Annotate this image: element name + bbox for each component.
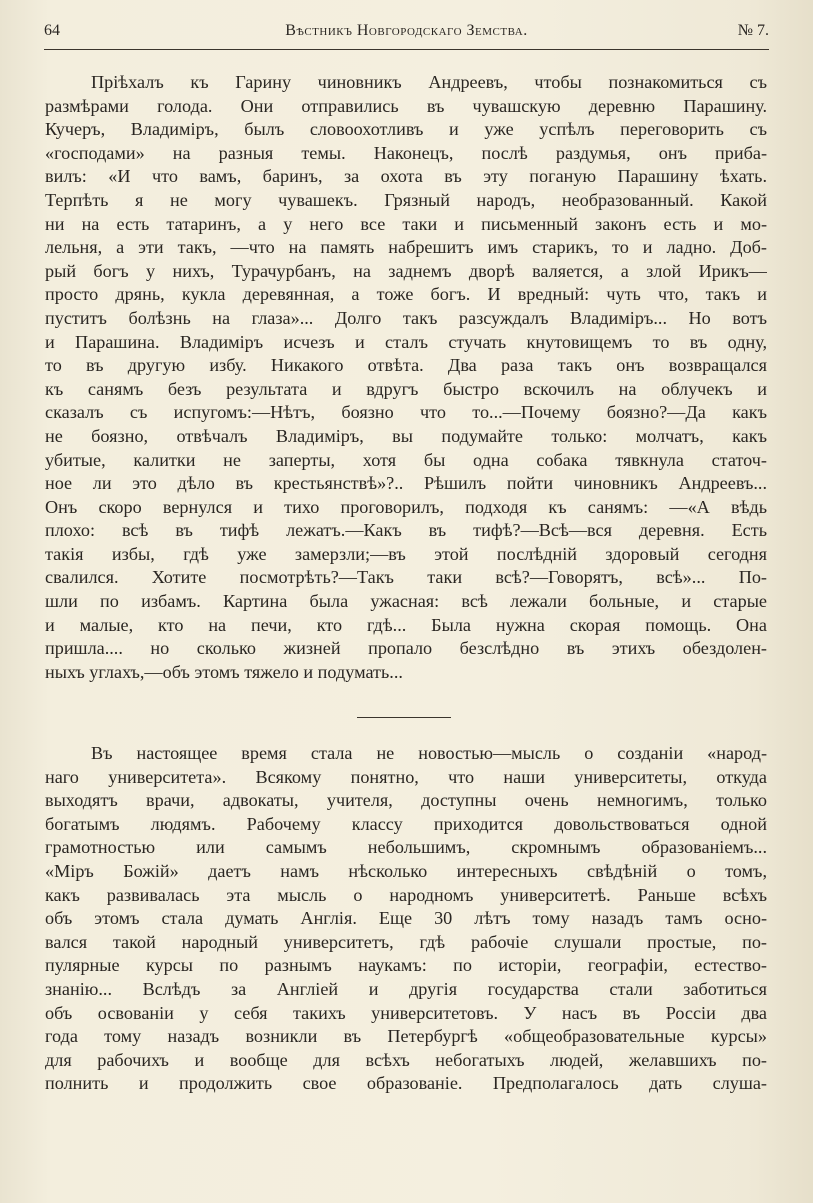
text-line: вилъ: «И что вамъ, баринъ, за охота въ эту поганую Парашину ѣхать.: [45, 166, 767, 187]
page-number: 64: [44, 22, 60, 39]
text-line: убитые, калитки не заперты, хотя бы одна собака тявкнула статоч-: [45, 449, 767, 470]
text-line: наго университета». Всякому понятно, что наши университеты, откуда: [45, 766, 767, 787]
text-line: Терпѣть я не могу чувашекъ. Грязный народъ, необразованный. Какой: [45, 189, 767, 210]
article-paragraph-1: [45, 71, 767, 684]
text-line: «господами» на разныя темы. Наконецъ, послѣ раздумья, онъ приба-: [45, 142, 767, 163]
text-line: и малые, кто на печи, кто гдѣ... Была нужна скорая помощь. Она: [45, 614, 767, 635]
text-line: грамотностью или самымъ небольшимъ, скромнымъ образованіемъ...: [45, 837, 767, 858]
text-line: Пріѣхалъ къ Гарину чиновникъ Андреевъ, чтобы познакомиться съ: [91, 72, 767, 92]
text-line: «Міръ Божій» даетъ намъ нѣсколько интересныхъ свѣдѣній о томъ,: [45, 860, 767, 881]
text-line: ное ли это дѣло въ крестьянствѣ»?.. Рѣшилъ пойти чиновникъ Андреевъ...: [45, 473, 767, 494]
text-line: пулярные курсы по разнымъ наукамъ: по исторіи, географіи, естество-: [45, 955, 767, 976]
text-line: не боязно, отвѣчалъ Владиміръ, вы подумайте только: молчатъ, какъ: [45, 425, 767, 446]
text-line: то въ другую избу. Никакого отвѣта. Два раза такъ онъ возвращался: [45, 355, 767, 376]
text-line: какъ развивалась эта мысль о народномъ университетѣ. Раньше всѣхъ: [45, 884, 767, 905]
issue-number: № 7.: [737, 22, 769, 39]
text-line: объ освованіи у себя такихъ университетовъ. У насъ въ Россіи два: [45, 1002, 767, 1023]
text-line: выходятъ врачи, адвокаты, учителя, доступны очень немногимъ, только: [45, 790, 767, 811]
text-line: рый богъ у нихъ, Турачурбанъ, на заднемъ дворѣ валяется, а злой Ирикъ—: [45, 260, 767, 281]
text-line: сказалъ съ испугомъ:—Нѣтъ, боязно что то...—Почему боязно?—Да какъ: [45, 402, 767, 423]
text-line: просто дрянь, кукла деревянная, а тоже богъ. И вредный: чуть что, такъ и: [45, 284, 767, 305]
text-line: такія избы, гдѣ уже замерзли;—въ этой послѣдній здоровый сегодня: [45, 543, 767, 564]
text-line: вался такой народный университетъ, гдѣ рабочіе слушали простые, по-: [45, 931, 767, 952]
text-line: объ этомъ стала думать Англія. Еще 30 лѣтъ тому назадъ тамъ осно-: [45, 908, 767, 929]
text-line: пуститъ болѣзнь на глаза»... Долго такъ разсуждалъ Владиміръ... Но вотъ: [45, 307, 767, 328]
text-line: года тому назадъ возникли въ Петербургѣ «общеобразовательные курсы»: [45, 1026, 767, 1047]
text-line: ни на есть татаринъ, а у него все таки и письменный законъ есть и мо-: [45, 213, 767, 234]
text-line: знанію... Вслѣдъ за Англіей и другія государства стали заботиться: [45, 978, 767, 999]
article-paragraph-2: [45, 742, 767, 1096]
text-line: богатымъ людямъ. Рабочему классу приходится довольствоваться одной: [45, 813, 767, 834]
section-divider: [357, 717, 451, 718]
text-line: свалился. Хотите посмотрѣть?—Такъ таки всѣ?—Говорятъ, всѣ»... По-: [45, 567, 767, 588]
text-line: Въ настоящее время стала не новостью—мысль о созданіи «народ-: [91, 743, 767, 763]
text-line: полнить и продолжить свое образованіе. Предполагалось дать слуша-: [45, 1073, 767, 1094]
text-line: шли по избамъ. Картина была ужасная: всѣ лежали больные, и старые: [45, 591, 767, 612]
text-line: къ санямъ безъ результата и вдругъ быстро вскочилъ на облучекъ и: [45, 378, 767, 399]
text-line: и Парашина. Владиміръ исчезъ и сталъ стучать кнутовищемъ то въ одну,: [45, 331, 767, 352]
page-header: [44, 22, 769, 46]
running-title: Вѣстникъ Новгородскаго Земства.: [285, 22, 528, 39]
text-line: Кучеръ, Владиміръ, былъ словоохотливъ и уже успѣлъ переговорить съ: [45, 119, 767, 140]
text-line: Онъ скоро вернулся и тихо проговорилъ, подходя къ санямъ: —«А вѣдь: [45, 496, 767, 517]
text-line: размѣрами голода. Они отправились въ чувашскую деревню Парашину.: [45, 95, 767, 116]
text-line: лельня, а эти такъ, —что на память набрешитъ имъ старикъ, то и ладно. Доб-: [45, 237, 767, 258]
header-rule: [44, 49, 769, 50]
text-line: ныхъ углахъ,—объ этомъ тяжело и подумать...: [45, 661, 403, 682]
text-line: пришла.... но сколько жизней пропало безслѣдно въ этихъ обездолен-: [45, 638, 767, 659]
text-line: для рабочихъ и вообще для всѣхъ небогатыхъ людей, желавшихъ по-: [45, 1049, 767, 1070]
text-line: плохо: всѣ въ тифѣ лежатъ.—Какъ въ тифѣ?—Всѣ—вся деревня. Есть: [45, 520, 767, 541]
